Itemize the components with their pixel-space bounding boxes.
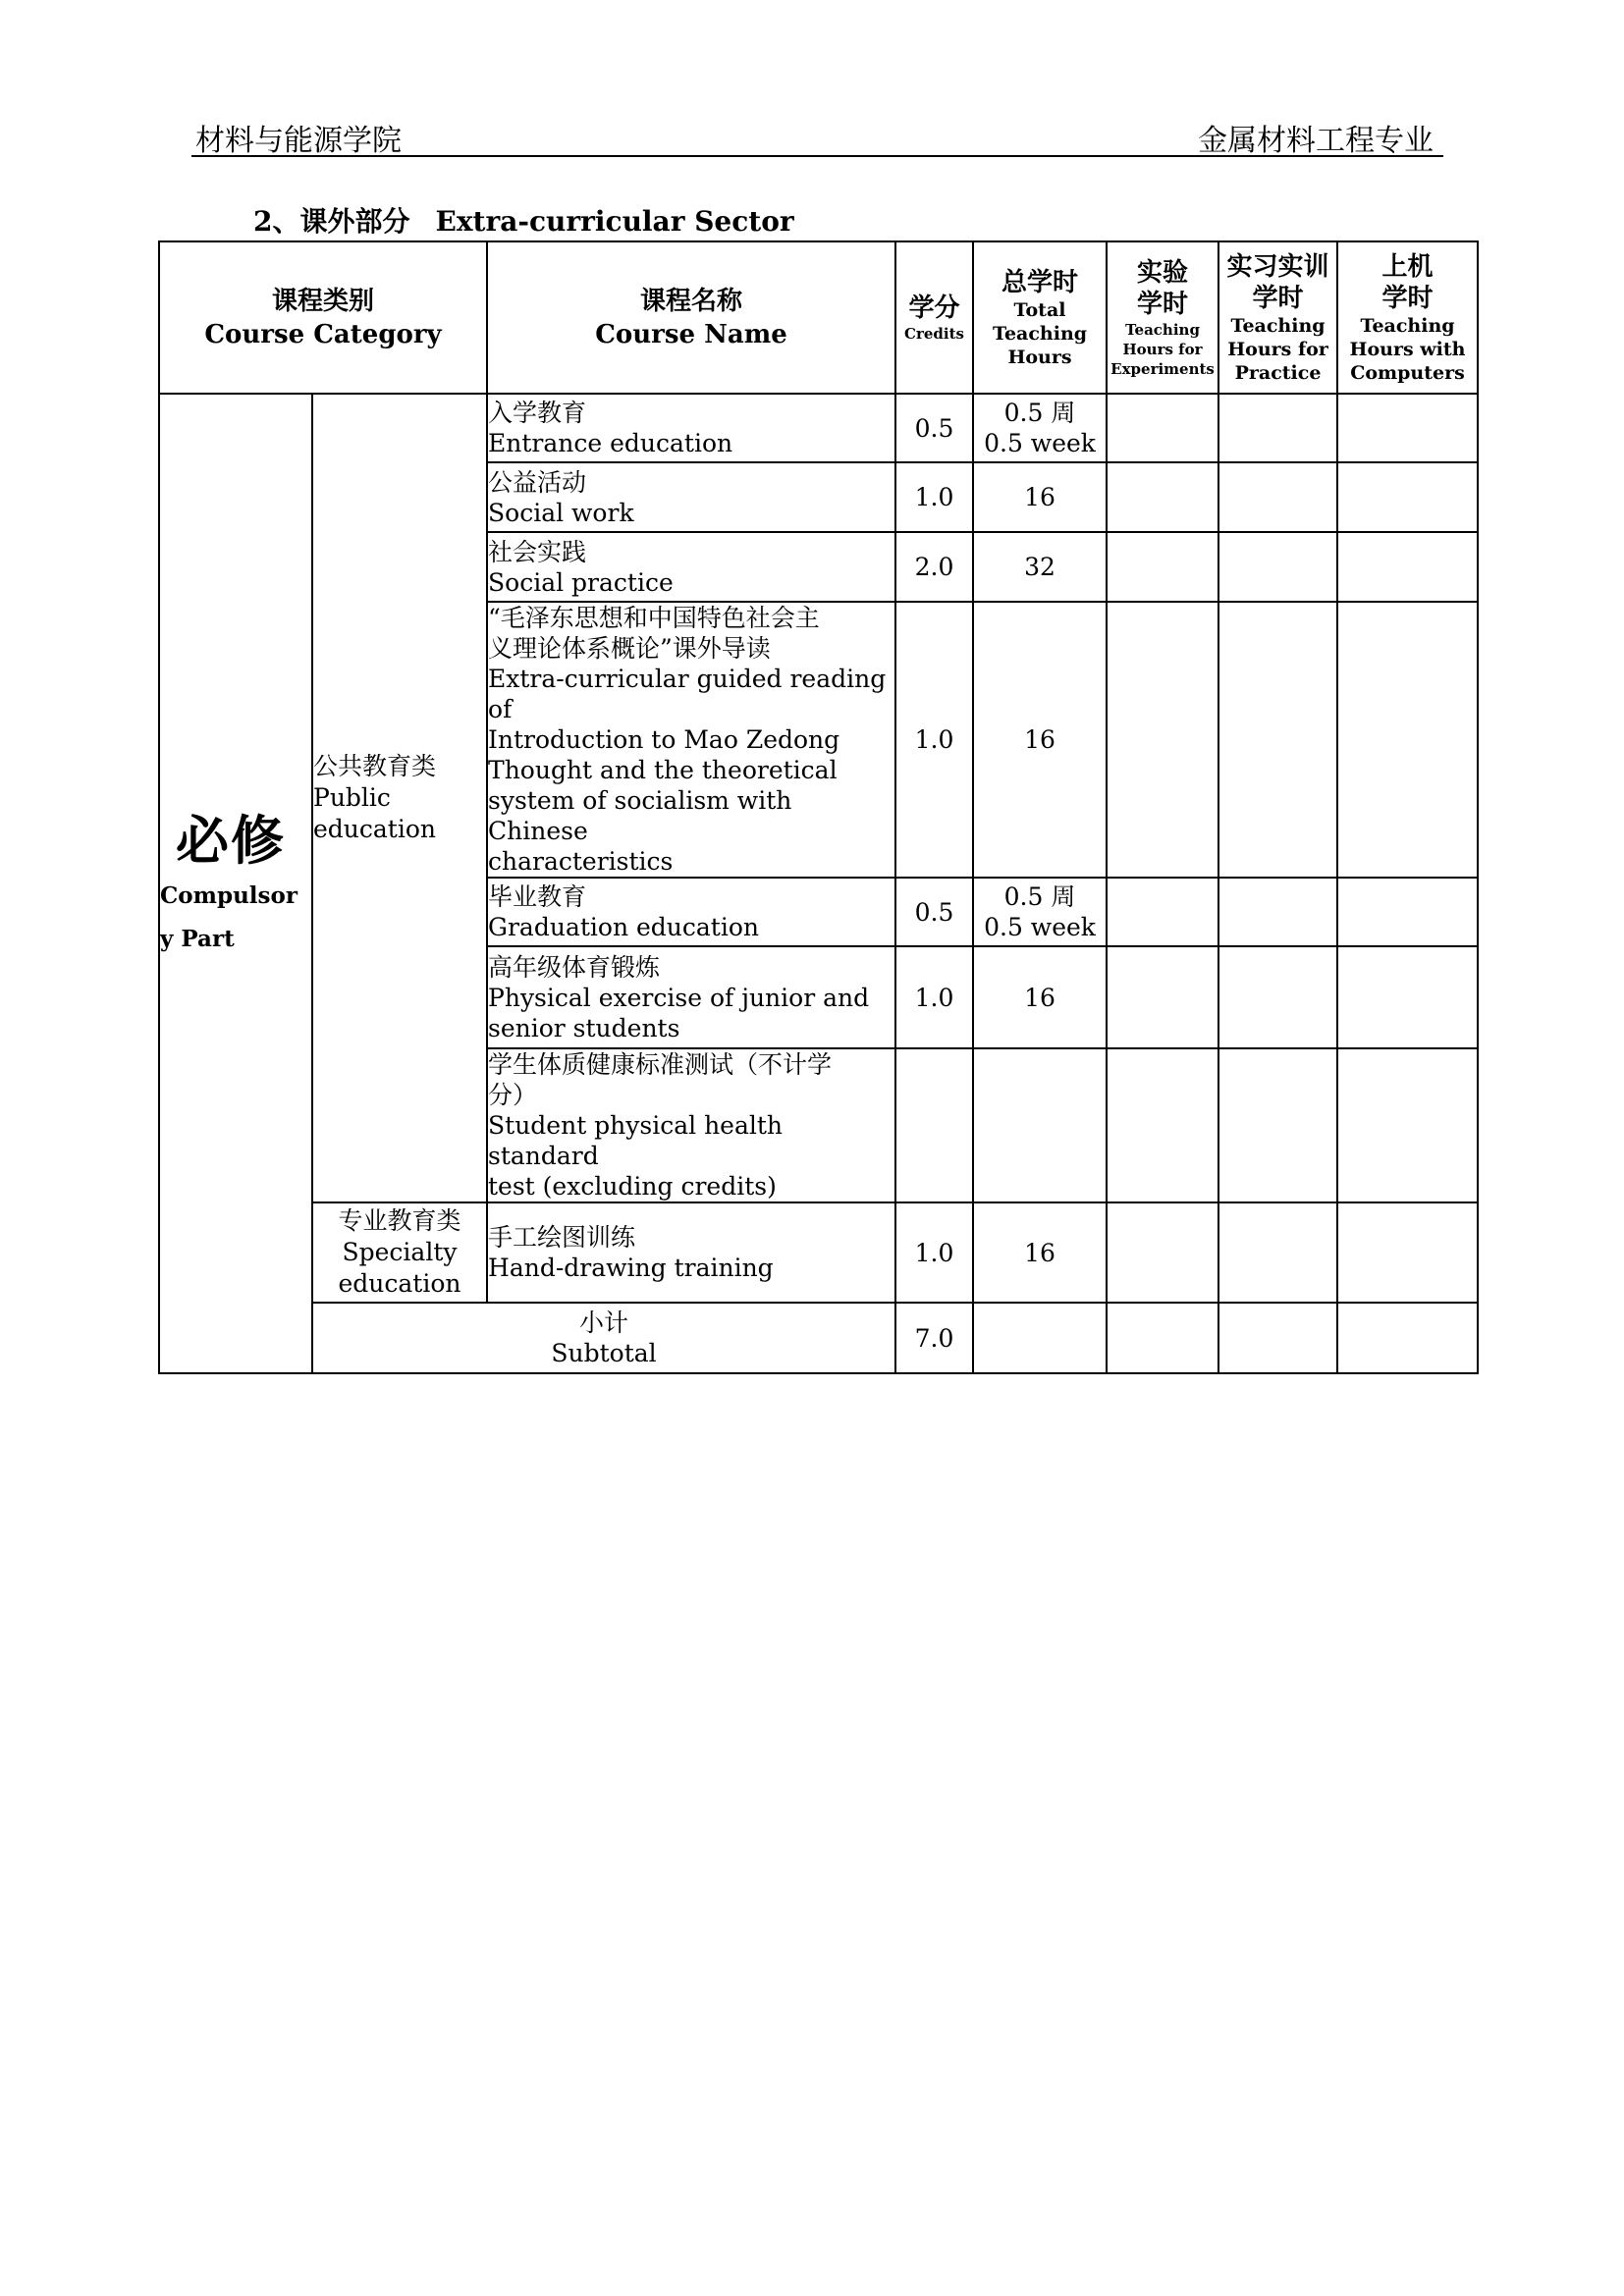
empty-cell [1337, 394, 1478, 462]
course-hours: 0.5 周 0.5 week [973, 878, 1107, 946]
specialty-education-cell: 专业教育类 Specialty education [312, 1202, 487, 1303]
header-practice-hours: 实习实训 学时 Teaching Hours for Practice [1218, 241, 1337, 394]
compulsory-part-cell [159, 394, 312, 1373]
header-total-hours: 总学时 Total Teaching Hours [973, 241, 1107, 394]
course-hours: 16 [973, 602, 1107, 878]
course-table [158, 240, 1479, 1374]
header-credits: 学分 Credits [895, 241, 973, 394]
empty-cell [1218, 462, 1337, 532]
empty-cell [1107, 1303, 1218, 1373]
section-title-en: Extra-curricular Sector [435, 205, 794, 238]
course-hours: 32 [973, 532, 1107, 602]
course-name: 公益活动 Social work [487, 462, 895, 532]
course-name: 毕业教育 Graduation education [487, 878, 895, 946]
empty-cell [1218, 394, 1337, 462]
empty-cell [1107, 532, 1218, 602]
course-hours [973, 1048, 1107, 1202]
empty-cell [1107, 1202, 1218, 1303]
empty-cell [1107, 946, 1218, 1048]
empty-cell [1337, 946, 1478, 1048]
section-title [253, 200, 794, 240]
course-name: 社会实践 Social practice [487, 532, 895, 602]
course-name: 高年级体育锻炼 Physical exercise of junior and senior students [487, 946, 895, 1048]
empty-cell [1107, 878, 1218, 946]
subtotal-label: 小计 Subtotal [312, 1303, 895, 1373]
compulsory-cn: 必修 [176, 809, 286, 872]
compulsory-en-2: y Part [160, 926, 235, 952]
header-computer-hours: 上机 学时 Teaching Hours with Computers [1337, 241, 1478, 394]
empty-cell [1337, 602, 1478, 878]
course-name: 学生体质健康标准测试（不计学 分） Student physical health standard test (excluding credits) [487, 1048, 895, 1202]
course-credits: 1.0 [895, 602, 973, 878]
table-header-row [159, 241, 1478, 394]
section-title-cn: 2、课外部分 [253, 205, 410, 238]
empty-cell [1107, 394, 1218, 462]
course-credits: 1.0 [895, 462, 973, 532]
course-name: 手工绘图训练 Hand-drawing training [487, 1202, 895, 1303]
empty-cell [1107, 1048, 1218, 1202]
empty-cell [1107, 602, 1218, 878]
empty-cell [1218, 532, 1337, 602]
subtotal-row [159, 1303, 1478, 1373]
empty-cell [1337, 462, 1478, 532]
course-credits: 1.0 [895, 1202, 973, 1303]
course-credits [895, 1048, 973, 1202]
course-credits: 0.5 [895, 878, 973, 946]
empty-cell [1337, 878, 1478, 946]
table-row [159, 1202, 1478, 1303]
empty-cell [1218, 1048, 1337, 1202]
course-credits: 0.5 [895, 394, 973, 462]
course-hours: 16 [973, 946, 1107, 1048]
empty-cell [1337, 1202, 1478, 1303]
course-name: “毛泽东思想和中国特色社会主 义理论体系概论”课外导读 Extra-curricular guided reading of Introduction to Mao Zedong Thought and the theoretical system of socialism with Chinese characteristics [487, 602, 895, 878]
course-hours: 16 [973, 462, 1107, 532]
empty-cell [1218, 946, 1337, 1048]
header-school: 材料与能源学院 [195, 124, 402, 158]
course-credits: 1.0 [895, 946, 973, 1048]
empty-cell [1107, 462, 1218, 532]
empty-cell [1337, 1303, 1478, 1373]
subtotal-credits: 7.0 [895, 1303, 973, 1373]
compulsory-en-1: Compulsor [160, 882, 298, 909]
table-row [159, 394, 1478, 462]
empty-cell [1337, 532, 1478, 602]
empty-cell [1337, 1048, 1478, 1202]
course-hours: 16 [973, 1202, 1107, 1303]
course-name: 入学教育 Entrance education [487, 394, 895, 462]
empty-cell [973, 1303, 1107, 1373]
empty-cell [1218, 602, 1337, 878]
header-experiment-hours: 实验 学时 Teaching Hours for Experiments [1107, 241, 1218, 394]
course-hours: 0.5 周 0.5 week [973, 394, 1107, 462]
public-education-cell: 公共教育类 Public education [312, 394, 487, 1202]
header-course-category: 课程类别 Course Category [159, 241, 487, 394]
empty-cell [1218, 878, 1337, 946]
empty-cell [1218, 1202, 1337, 1303]
empty-cell [1218, 1303, 1337, 1373]
course-credits: 2.0 [895, 532, 973, 602]
header-course-name: 课程名称 Course Name [487, 241, 895, 394]
header-major: 金属材料工程专业 [1198, 124, 1434, 158]
page-header [191, 110, 1443, 157]
